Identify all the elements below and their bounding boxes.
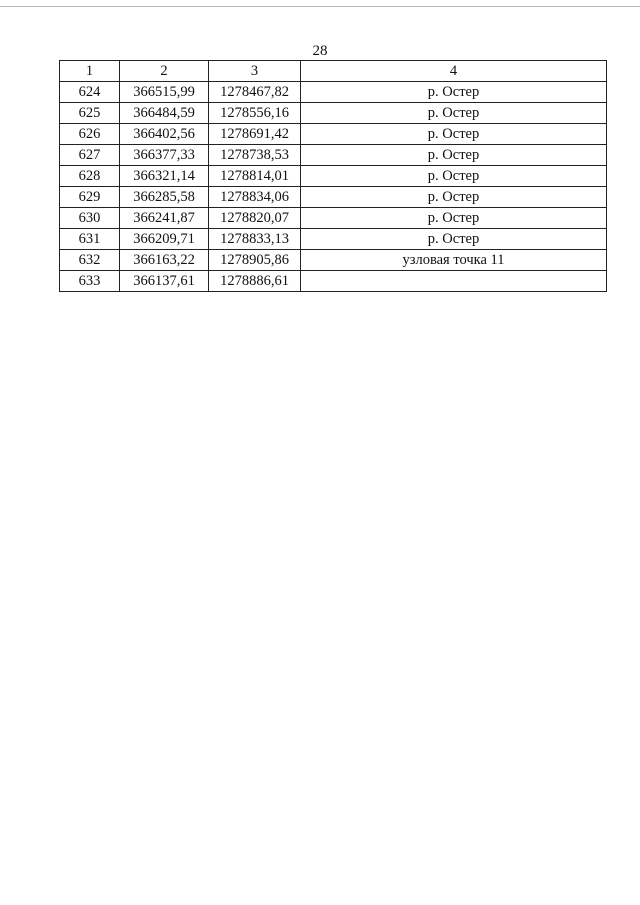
cell-point-number: 632 (60, 250, 120, 271)
header-col-4: 4 (301, 61, 607, 82)
cell-description: р. Остер (301, 82, 607, 103)
cell-y-coordinate: 1278691,42 (209, 124, 301, 145)
table-row (60, 103, 607, 124)
cell-y-coordinate: 1278834,06 (209, 187, 301, 208)
cell-x-coordinate: 366209,71 (120, 229, 209, 250)
table-row (60, 271, 607, 292)
cell-y-coordinate: 1278556,16 (209, 103, 301, 124)
cell-x-coordinate: 366321,14 (120, 166, 209, 187)
table-row (60, 145, 607, 166)
cell-x-coordinate: 366377,33 (120, 145, 209, 166)
cell-y-coordinate: 1278738,53 (209, 145, 301, 166)
cell-point-number: 629 (60, 187, 120, 208)
cell-description: р. Остер (301, 208, 607, 229)
page-number: 28 (312, 43, 328, 59)
cell-description: узловая точка 11 (301, 250, 607, 271)
cell-description (301, 271, 607, 292)
header-col-3: 3 (209, 61, 301, 82)
cell-description: р. Остер (301, 229, 607, 250)
cell-point-number: 627 (60, 145, 120, 166)
table-row (60, 250, 607, 271)
cell-y-coordinate: 1278814,01 (209, 166, 301, 187)
cell-point-number: 625 (60, 103, 120, 124)
cell-y-coordinate: 1278886,61 (209, 271, 301, 292)
cell-x-coordinate: 366285,58 (120, 187, 209, 208)
cell-x-coordinate: 366402,56 (120, 124, 209, 145)
cell-point-number: 631 (60, 229, 120, 250)
table-row (60, 82, 607, 103)
cell-point-number: 633 (60, 271, 120, 292)
header-col-1: 1 (60, 61, 120, 82)
cell-description: р. Остер (301, 187, 607, 208)
coordinates-table (59, 60, 607, 292)
cell-point-number: 628 (60, 166, 120, 187)
cell-x-coordinate: 366241,87 (120, 208, 209, 229)
cell-y-coordinate: 1278467,82 (209, 82, 301, 103)
table-row (60, 229, 607, 250)
table-row (60, 124, 607, 145)
header-col-2: 2 (120, 61, 209, 82)
cell-description: р. Остер (301, 145, 607, 166)
cell-x-coordinate: 366515,99 (120, 82, 209, 103)
table-body (60, 82, 607, 292)
cell-description: р. Остер (301, 124, 607, 145)
table-row (60, 208, 607, 229)
cell-x-coordinate: 366137,61 (120, 271, 209, 292)
table-row (60, 187, 607, 208)
cell-description: р. Остер (301, 103, 607, 124)
scan-top-rule (0, 6, 640, 7)
cell-point-number: 630 (60, 208, 120, 229)
cell-y-coordinate: 1278833,13 (209, 229, 301, 250)
table-row (60, 166, 607, 187)
cell-y-coordinate: 1278905,86 (209, 250, 301, 271)
cell-x-coordinate: 366484,59 (120, 103, 209, 124)
cell-x-coordinate: 366163,22 (120, 250, 209, 271)
cell-point-number: 624 (60, 82, 120, 103)
table-header-row (60, 61, 607, 82)
cell-y-coordinate: 1278820,07 (209, 208, 301, 229)
cell-description: р. Остер (301, 166, 607, 187)
cell-point-number: 626 (60, 124, 120, 145)
